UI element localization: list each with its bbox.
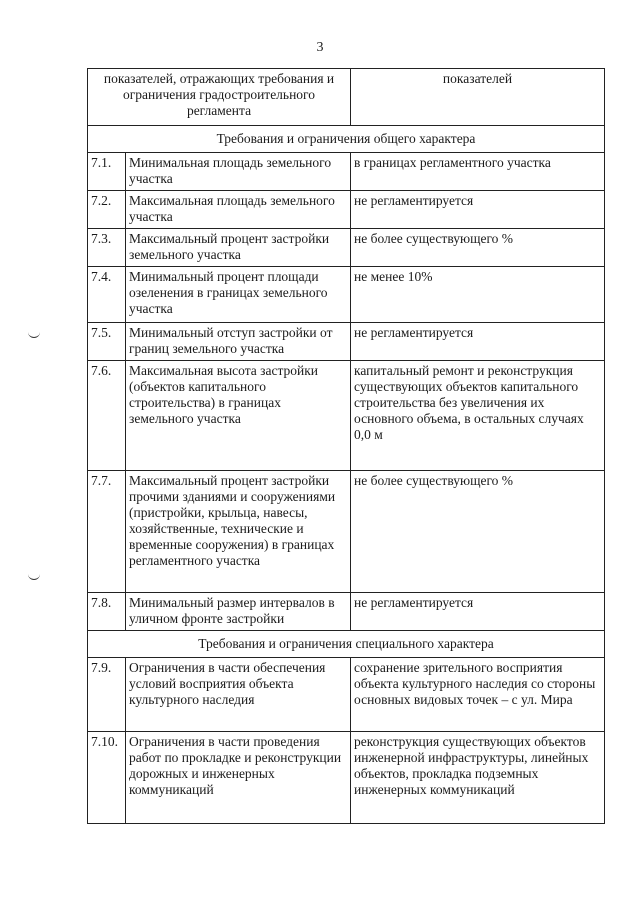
row-number: 7.8. (88, 593, 126, 631)
row-name: Минимальный отступ застройки от границ земельного участка (126, 323, 351, 361)
table-row (88, 153, 605, 191)
row-name: Ограничения в части проведения работ по прокладке и реконструкции дорожных и инженерных коммуникаций (126, 732, 351, 824)
row-value: капитальный ремонт и реконструкция существующих объектов капитального строительства без увеличения их основного объема, в остальных случаях 0,0 м (351, 361, 605, 471)
row-value: не регламентируется (351, 191, 605, 229)
row-value: сохранение зрительного восприятия объекта культурного наследия со стороны основных видовых точек – с ул. Мира (351, 658, 605, 732)
row-name: Минимальный процент площади озеленения в границах земельного участка (126, 267, 351, 323)
row-name: Максимальная высота застройки (объектов капитального строительства) в границах земельного участка (126, 361, 351, 471)
row-value: в границах регламентного участка (351, 153, 605, 191)
row-name: Минимальный размер интервалов в уличном фронте застройки (126, 593, 351, 631)
row-value: не регламентируется (351, 593, 605, 631)
page-number: 3 (316, 40, 324, 55)
table-row (88, 658, 605, 732)
regulations-table (87, 68, 605, 824)
row-number: 7.10. (88, 732, 126, 824)
row-number: 7.3. (88, 229, 126, 267)
header-col1: показателей, отражающих требования и ограничения градостроительного регламента (88, 69, 351, 126)
row-value: не более существующего % (351, 471, 605, 593)
row-name: Минимальная площадь земельного участка (126, 153, 351, 191)
row-number: 7.6. (88, 361, 126, 471)
row-value: реконструкция существующих объектов инженерной инфраструктуры, линейных объектов, прокладка подземных инженерных коммуникаций (351, 732, 605, 824)
row-name: Ограничения в части обеспечения условий восприятия объекта культурного наследия (126, 658, 351, 732)
row-name: Максимальный процент застройки земельного участка (126, 229, 351, 267)
section-title: Требования и ограничения общего характера (88, 126, 605, 153)
header-col2: показателей (351, 69, 605, 126)
row-number: 7.4. (88, 267, 126, 323)
row-number: 7.9. (88, 658, 126, 732)
row-value: не регламентируется (351, 323, 605, 361)
table-row (88, 229, 605, 267)
section-row (88, 126, 605, 153)
section-title: Требования и ограничения специального характера (88, 631, 605, 658)
table-row (88, 323, 605, 361)
row-number: 7.7. (88, 471, 126, 593)
row-value: не менее 10% (351, 267, 605, 323)
table-row (88, 191, 605, 229)
binding-hole-mark (28, 331, 40, 338)
section-row (88, 631, 605, 658)
table-row (88, 361, 605, 471)
table-row (88, 471, 605, 593)
row-number: 7.2. (88, 191, 126, 229)
row-number: 7.1. (88, 153, 126, 191)
row-name: Максимальный процент застройки прочими зданиями и сооружениями (пристройки, крыльца, навесы, хозяйственные, технические и временные сооружения) в границах регламентного участка (126, 471, 351, 593)
table-header-row (88, 69, 605, 126)
table-row (88, 593, 605, 631)
table-row (88, 732, 605, 824)
row-number: 7.5. (88, 323, 126, 361)
row-name: Максимальная площадь земельного участка (126, 191, 351, 229)
row-value: не более существующего % (351, 229, 605, 267)
table-row (88, 267, 605, 323)
binding-hole-mark (28, 573, 40, 580)
